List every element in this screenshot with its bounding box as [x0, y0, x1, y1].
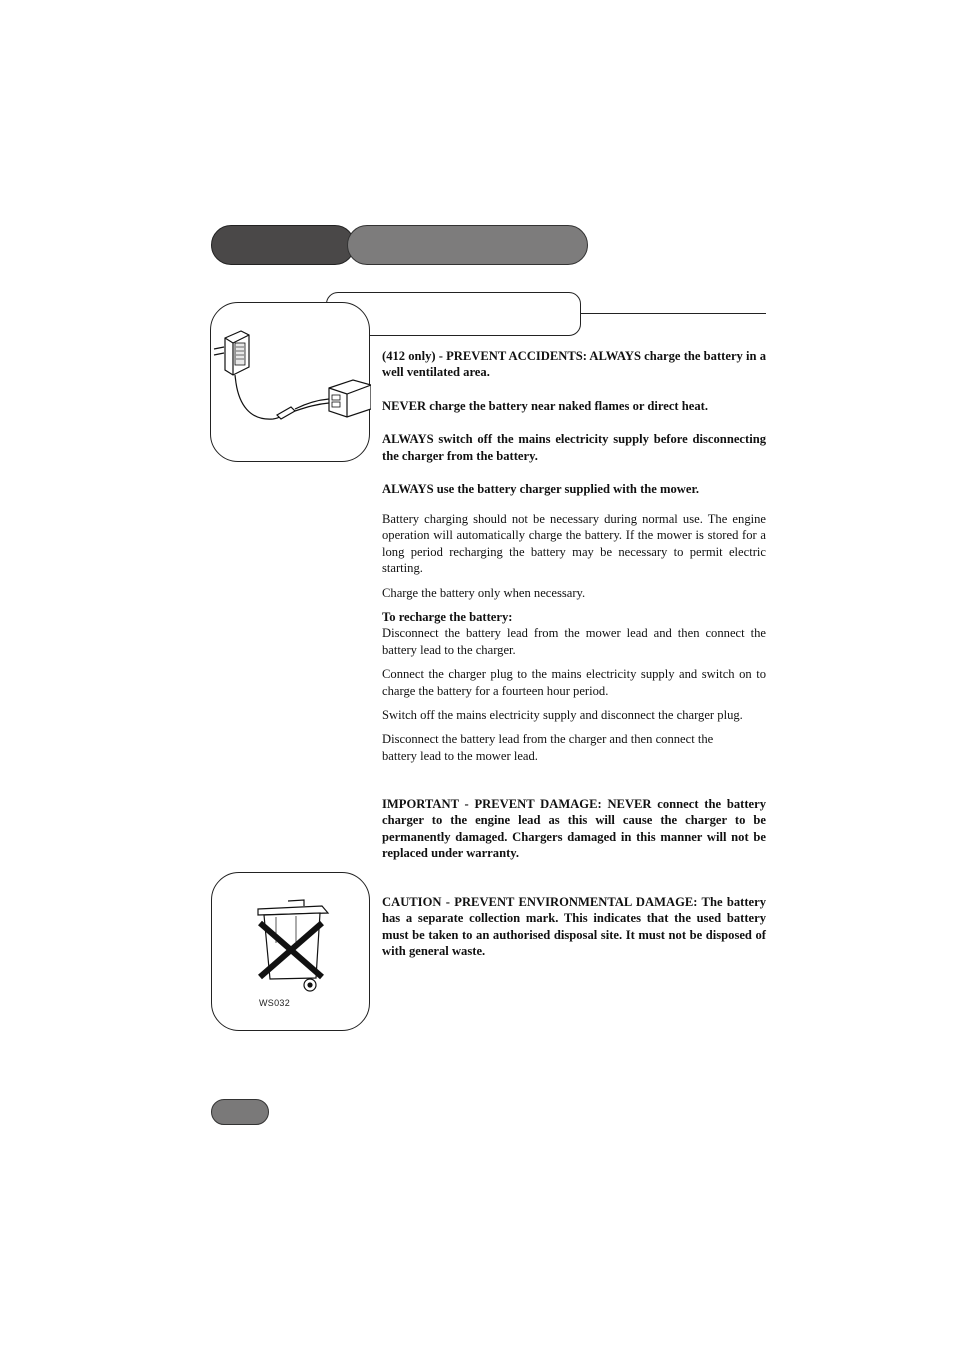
- warning-switch-off: ALWAYS switch off the mains electricity supply before disconnecting the charger from the battery.: [382, 432, 766, 463]
- important-notice: IMPORTANT - PREVENT DAMAGE: NEVER connect the battery charger to the engine lead as this will cause the charger to be permanently damaged. Chargers damaged in this manner will not be replaced under warranty.: [382, 797, 766, 861]
- warning-flames: NEVER charge the battery near naked flames or direct heat.: [382, 398, 708, 413]
- crossed-out-wheelie-bin-icon: [212, 873, 371, 1032]
- recharge-step-2: Connect the charger plug to the mains electricity supply and switch on to charge the battery for a fourteen hour period.: [382, 667, 766, 698]
- header-tab-grey: [347, 225, 588, 265]
- caution-notice: CAUTION - PREVENT ENVIRONMENTAL DAMAGE: The battery has a separate collection mark. This indicates that the used battery must be taken to an authorised disposal site. It must not be disposed of with general waste.: [382, 895, 766, 959]
- recharge-step-3: Switch off the mains electricity supply and disconnect the charger plug.: [382, 708, 743, 723]
- body-charge-when-needed: Charge the battery only when necessary.: [382, 585, 586, 600]
- recharge-heading: To recharge the battery:: [382, 610, 513, 625]
- body-charging-necessity: Battery charging should not be necessary during normal use. The engine operation will automatically charge the battery. If the mower is stored for a long period recharging the battery may be necessary to permit electric starting.: [382, 512, 766, 576]
- header-tab-dark: [211, 225, 355, 265]
- warning-ventilation: (412 only) - PREVENT ACCIDENTS: ALWAYS charge the battery in a well ventilated area.: [382, 349, 766, 380]
- important-block: [382, 796, 766, 862]
- warning-use-charger: ALWAYS use the battery charger supplied with the mower.: [382, 482, 700, 497]
- disposal-figure: [211, 872, 370, 1031]
- charger-figure: [210, 302, 370, 462]
- section-rule: [581, 313, 766, 314]
- body-block: [382, 511, 766, 764]
- caution-block: [382, 894, 766, 960]
- recharge-step-4: Disconnect the battery lead from the charger and then connect the battery lead to the mower lead.: [382, 732, 714, 763]
- warning-block: [382, 348, 766, 497]
- recharge-step-1: Disconnect the battery lead from the mower lead and then connect the battery lead to the charger.: [382, 626, 766, 657]
- battery-charger-icon: [211, 303, 371, 463]
- page-number-tab: [211, 1099, 269, 1125]
- figure-code-label: WS032: [259, 998, 291, 1008]
